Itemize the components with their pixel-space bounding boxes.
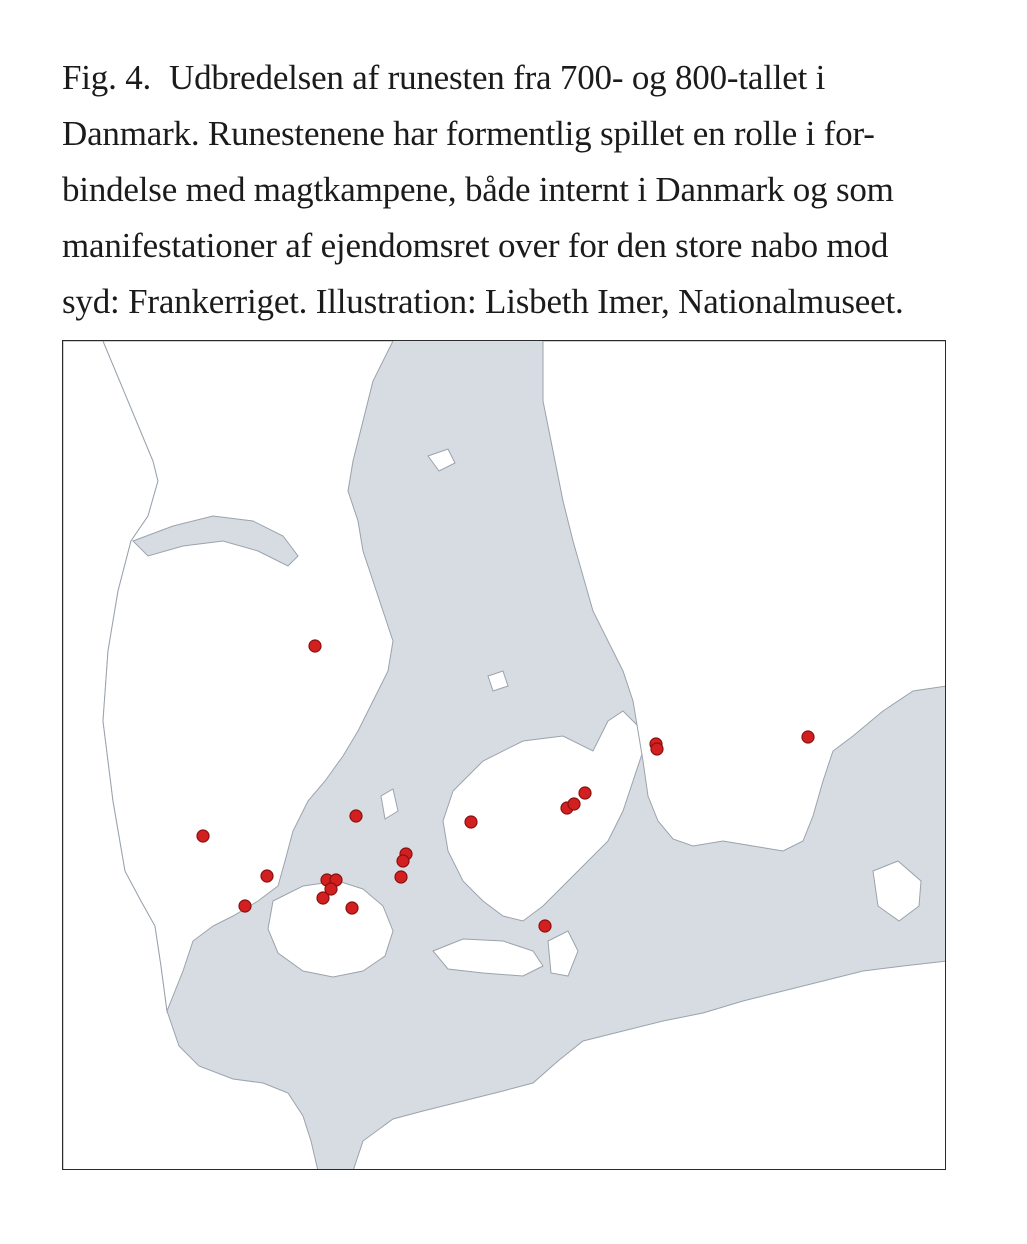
runestone-site-marker bbox=[568, 798, 580, 810]
runestone-site-marker bbox=[197, 830, 209, 842]
caption-line-1: Fig. 4. Udbredelsen af runesten fra 700- og 800-tallet i bbox=[62, 58, 826, 97]
runestone-site-marker bbox=[651, 743, 663, 755]
runestone-site-marker bbox=[239, 900, 251, 912]
runestone-site-marker bbox=[395, 871, 407, 883]
figure-caption bbox=[62, 50, 962, 330]
runestone-site-marker bbox=[325, 883, 337, 895]
runestone-site-marker bbox=[802, 731, 814, 743]
runestone-site-marker bbox=[346, 902, 358, 914]
runestone-site-marker bbox=[309, 640, 321, 652]
runestone-site-marker bbox=[465, 816, 477, 828]
caption-line-4: manifestationer af ejendomsret over for den store nabo mod bbox=[62, 226, 889, 265]
caption-line-2: Danmark. Runestenene har formentlig spillet en rolle i for- bbox=[62, 114, 875, 153]
runestone-site-marker bbox=[539, 920, 551, 932]
runestone-site-marker bbox=[579, 787, 591, 799]
runestone-site-marker bbox=[397, 855, 409, 867]
caption-line-5: syd: Frankerriget. Illustration: Lisbeth Imer, Nationalmuseet. bbox=[62, 282, 904, 321]
map-frame bbox=[62, 340, 946, 1170]
figure-number: Fig. 4. bbox=[62, 58, 152, 97]
denmark-map bbox=[63, 341, 946, 1170]
caption-line-3: bindelse med magtkampene, både internt i Danmark og som bbox=[62, 170, 894, 209]
runestone-site-marker bbox=[261, 870, 273, 882]
runestone-site-marker bbox=[350, 810, 362, 822]
